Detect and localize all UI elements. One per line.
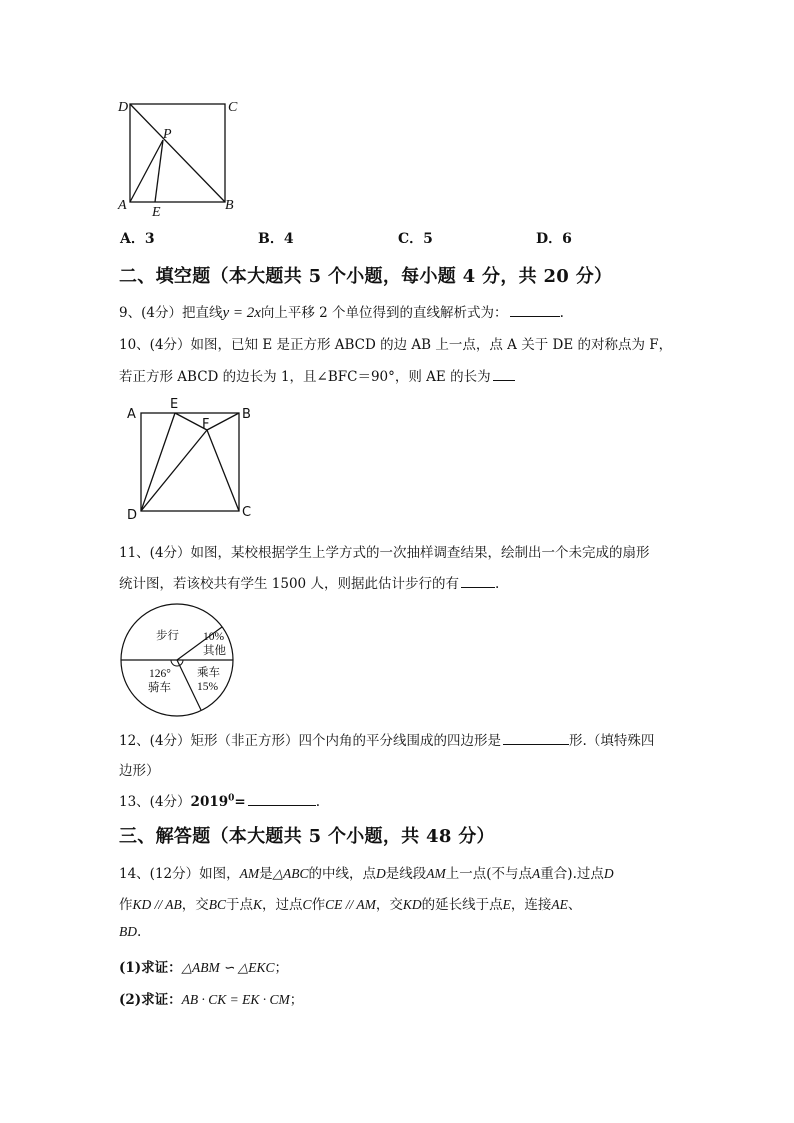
q14-l2-text-e: 于点 [226,897,254,913]
label-d: D [118,100,129,115]
q14-l2-math-kd: KD [402,897,422,912]
label-a: A [127,407,136,422]
pie-label-walk: 步行 [156,628,179,642]
label-p: P [163,127,172,142]
question-10-line-1: 10、(4分）如图，已知 E 是正方形 ABCD 的边 AB 上一点，点 A 关于 DE 的对称点为 F， [119,337,673,353]
q14-l3-text-b: . [137,924,142,940]
q14-p2-math: AB · CK = EK · CM [181,992,290,1007]
pie-label-other: 其他 [203,643,226,657]
q14-l2-text-m: 的延长线于点 [421,897,503,913]
q14-p2-end: ； [289,992,304,1008]
q14-l1-text-e: 的中线，点 [308,866,377,882]
pie-label-bike: 骑车 [148,680,171,694]
q9-suffix: 向上平移 2 个单位得到的直线解析式为： [260,305,508,321]
q12-answer-blank[interactable] [503,730,569,745]
label-c: C [242,505,252,520]
q14-l2-math-ae: AE [551,897,568,912]
q14-l2-text-o: ，连接 [510,897,552,913]
q13-expr-exp: 0 [228,793,235,804]
choice-b: B．4 [258,231,294,247]
q14-p1-math: △ABM ∽ △EKC [181,960,275,975]
q14-l1-math-a: A [532,866,541,881]
q13-expr-base: 2019 [190,794,229,810]
choice-c: C．5 [398,231,433,247]
q13-answer-blank[interactable] [248,791,316,806]
figure-square-abcd-ef [120,398,260,523]
q14-l3-math-bd: BD [119,924,137,939]
q14-l1-math-d: D [376,866,386,881]
label-a: A [118,198,127,213]
pie-label-bus: 乘车 [197,665,220,679]
segment-df [141,430,207,511]
q9-answer-blank[interactable] [510,302,560,317]
label-e: E [170,398,179,412]
question-14-part-2 [119,988,303,1008]
q14-l1-text-g: 是线段 [385,866,427,882]
q13-prefix: 13、(4分） [119,794,191,810]
q14-l2-math-bc: BC [208,897,227,912]
pie-label-bike-deg: 126° [149,668,171,680]
q11-answer-blank[interactable] [461,573,495,588]
q9-prefix: 9、(4分）把直线 [119,305,223,321]
label-d: D [127,508,138,523]
label-f: F [202,417,210,432]
label-b: B [242,407,251,422]
question-14-part-1 [119,956,288,976]
segment-fb [207,413,239,430]
pie-label-other-pct: 10% [203,631,225,643]
question-14-line-1 [119,862,614,882]
q14-l2-math-c: C [302,897,312,912]
q13-eq: = [234,794,246,810]
q14-l1-math-abc: △ABC [272,866,309,881]
section-3-title: 三、解答题（本大题共 5 个小题，共 48 分） [119,826,495,847]
diagonal-db [130,104,225,202]
question-9 [119,301,564,322]
pie-label-bus-pct: 15% [197,681,219,693]
figure-pie-chart [118,602,243,722]
label-e: E [152,205,161,220]
q9-end: . [559,305,564,321]
q13-end: . [315,794,320,810]
q14-p2-label: (2)求证： [119,992,182,1008]
choice-a: A．3 [120,231,155,247]
q14-l2-text-k: ，交 [375,897,403,913]
q11-line2-end: . [494,576,500,592]
q12-line1-text: 12、(4分）矩形（非正方形）四个内角的平分线围成的四边形是 [119,733,502,749]
segment-de [141,413,175,511]
q14-l1-text-i: 上一点(不与点 [445,866,533,882]
q14-l2-math-ce-am: CE // AM [325,897,376,912]
square-outline [141,413,239,511]
q9-equation: y = 2x [222,305,261,321]
q14-l1-math-am: AM [239,866,260,881]
question-12-line-2: 边形） [119,763,160,779]
q12-line1-end: 形.（填特殊四 [569,733,655,749]
q14-l2-math-e: E [502,897,511,912]
q14-p1-label: (1)求证： [119,960,182,976]
q14-l1-math-am2: AM [426,866,446,881]
section-2-title: 二、填空题（本大题共 5 个小题，每小题 4 分，共 20 分） [119,266,613,287]
label-c: C [228,100,238,115]
q14-l1-text-a: 14、(12分）如图， [119,866,240,882]
choice-d: D．6 [536,231,572,247]
q14-l1-math-d2: D [603,866,614,881]
figure-square-abcd-p [112,95,247,220]
q14-l2-text-q: 、 [567,897,582,913]
segment-ap [130,140,163,202]
q10-answer-blank[interactable] [493,366,515,381]
q14-l1-text-k: 重合).过点 [540,866,604,882]
answer-choices [120,228,720,248]
q14-l2-text-a: 作 [119,897,133,913]
question-14-line-2 [119,893,581,913]
q11-line2-text: 统计图，若该校共有学生 1500 人，则据此估计步行的有 [119,576,459,592]
segment-fc [207,430,239,511]
question-13 [119,790,320,810]
q14-l1-text-c: 是 [259,866,273,882]
question-14-line-3 [119,924,141,940]
q14-l2-text-c: ，交 [181,897,209,913]
question-11-line-2 [119,572,499,592]
q14-l2-math-k: K [253,897,263,912]
label-b: B [225,198,234,213]
segment-ep [155,140,163,202]
q14-l2-text-g: ，过点 [262,897,303,913]
question-10-line-2 [119,365,515,385]
q10-line2-text: 若正方形 ABCD 的边长为 1，且∠BFC＝90°，则 AE 的长为 [119,369,491,385]
question-11-line-1: 11、(4分）如图，某校根据学生上学方式的一次抽样调查结果，绘制出一个未完成的扇形 [119,545,650,561]
q14-l2-math-kd-ab: KD // AB [132,897,182,912]
question-12-line-1 [119,729,654,749]
q14-l2-text-i: 作 [311,897,326,913]
q14-p1-end: ； [274,960,288,976]
